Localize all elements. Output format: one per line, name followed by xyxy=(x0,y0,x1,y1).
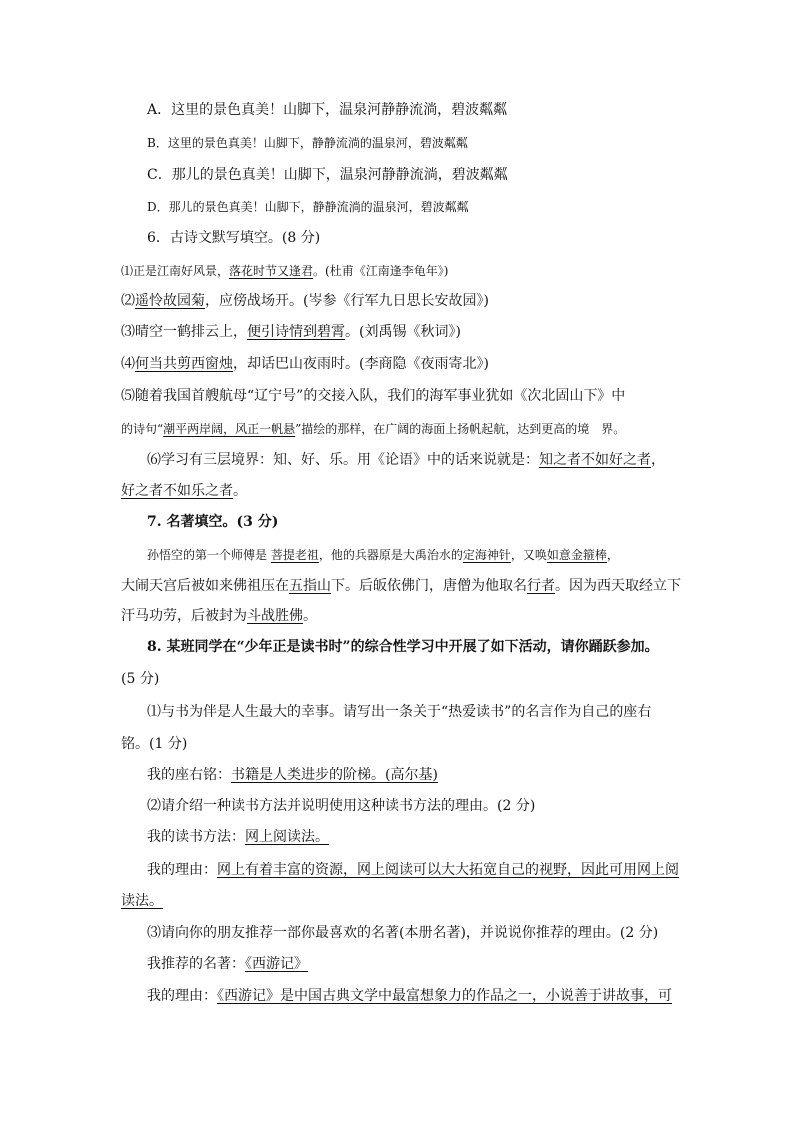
q7-l1-e: ，又唤 xyxy=(510,548,547,562)
q6-item-1-answer: 落花时节又逢君 xyxy=(229,264,314,278)
q7-line-2 xyxy=(121,577,681,595)
q8-book-answer: 《西游记》 xyxy=(245,956,308,972)
q6-item-5-line-1: ⑸随着我国首艘航母“辽宁号”的交接入队，我们的海军事业犹如《次北固山下》中 xyxy=(121,388,626,404)
q6-item-5-line-2 xyxy=(121,420,625,438)
q6-item-2-pre: ⑵ xyxy=(121,293,135,309)
q8-reason-answer-1: 网上有着丰富的资源，网上阅读可以大大拓宽自己的视野，因此可用网上阅 xyxy=(217,862,679,878)
q7-line-3 xyxy=(121,607,317,625)
q7-answer-weapon: 定海神针 xyxy=(462,548,511,562)
q6-item-2-answer: 遥怜故园菊 xyxy=(135,293,205,309)
q7-answer-mountain: 五指山 xyxy=(289,578,331,594)
q7-l1-c: ，他的兵器原是大禹治水的 xyxy=(318,548,463,562)
q8-reason-line-2 xyxy=(121,892,163,910)
q8-method-answer: 网上阅读法。 xyxy=(245,829,329,845)
q6-item-2 xyxy=(121,292,489,310)
q8-book-label: 我推荐的名著： xyxy=(147,956,245,972)
option-b: B．这里的景色真美！山脚下，静静流淌的温泉河，碧波粼粼 xyxy=(147,136,468,150)
q6-item-6-mid: ， xyxy=(651,452,665,468)
q8-motto-answer: 书籍是人类进步的阶梯。(高尔基) xyxy=(231,767,438,783)
q6-item-4-pre: ⑷ xyxy=(121,356,135,372)
q8-sub1-line-2: 铭。(1 分) xyxy=(121,736,188,752)
q6-item-3 xyxy=(121,323,461,341)
q8-reason3 xyxy=(147,987,672,1005)
q6-item-6-post: 。 xyxy=(233,483,247,499)
q7-l2-e: 。因为西天取经立下 xyxy=(555,578,681,594)
q7-l1-g: ， xyxy=(606,548,619,562)
q6-item-1 xyxy=(121,262,448,280)
q8-motto xyxy=(147,766,438,784)
q7-answer-weapon-name: 如意金箍棒 xyxy=(546,548,607,562)
option-a: A．这里的景色真美！山脚下，温泉河静静流淌，碧波粼粼 xyxy=(147,102,508,118)
q7-l3-c: 。 xyxy=(303,608,317,624)
q7-l3-a: 汗马功劳，后被封为 xyxy=(121,608,247,624)
q6-item-3-pre: ⑶晴空一鹤排云上， xyxy=(121,324,247,340)
q7-title: 7. 名著填空。(3 分) xyxy=(147,514,279,530)
option-c: C．那儿的景色真美！山脚下，温泉河静静流淌，碧波粼粼 xyxy=(147,167,508,183)
q6-item-5-post: ”描绘的那样，在广阔的海面上扬帆起航，达到更高的境 界。 xyxy=(295,422,626,436)
q6-item-3-answer: 便引诗情到碧霄 xyxy=(247,324,345,340)
q7-line-1 xyxy=(147,546,619,564)
q8-reason3-answer: 《西游记》是中国古典文学中最富想象力的作品之一，小说善于讲故事，可 xyxy=(217,988,672,1004)
q8-reason-answer-2: 读法。 xyxy=(121,893,163,909)
option-d: D．那儿的景色真美！山脚下，静静流淌的温泉河，碧波粼粼 xyxy=(147,200,469,214)
q6-item-6-line-1 xyxy=(147,451,665,469)
q7-answer-title: 斗战胜佛 xyxy=(247,608,303,624)
q8-reason-label: 我的理由： xyxy=(147,862,217,878)
q6-item-4-answer: 何当共剪西窗烛 xyxy=(135,356,233,372)
q8-method xyxy=(147,828,329,846)
q8-method-label: 我的读书方法： xyxy=(147,829,245,845)
q7-l1-a: 孙悟空的第一个师傅是 xyxy=(147,548,271,562)
q7-answer-master: 菩提老祖 xyxy=(270,548,319,562)
q6-item-1-post: 。(杜甫《江南逢李龟年》) xyxy=(313,264,449,278)
q8-score: (5 分) xyxy=(121,671,160,687)
q6-item-6-pre: ⑹学习有三层境界：知、好、乐。用《论语》中的话来说就是： xyxy=(147,452,539,468)
q8-sub3-question: ⑶请向你的朋友推荐一部你最喜欢的名著(本册名著)，并说说你推荐的理由。(2 分) xyxy=(147,925,659,941)
q6-item-6-answer-1: 知之者不如好之者 xyxy=(539,452,651,468)
q6-item-5-pre: 的诗句“ xyxy=(121,422,164,436)
q6-item-3-post: 。(刘禹锡《秋词》) xyxy=(345,324,461,340)
q7-answer-name: 行者 xyxy=(527,578,555,594)
q6-item-4-post: ，却话巴山夜雨时。(李商隐《夜雨寄北》) xyxy=(233,356,489,372)
q8-sub2-question: ⑵请介绍一种读书方法并说明使用这种读书方法的理由。(2 分) xyxy=(147,798,536,814)
q8-title: 8. 某班同学在“少年正是读书时”的综合性学习中开展了如下活动，请你踊跃参加。 xyxy=(147,639,659,655)
q6-title: 6．古诗文默写填空。(8 分) xyxy=(147,230,321,246)
q8-book xyxy=(147,955,308,973)
q8-reason3-label: 我的理由： xyxy=(147,988,217,1004)
q8-reason-line-1 xyxy=(147,861,679,879)
q6-item-6-line-2 xyxy=(121,482,247,500)
q6-item-4 xyxy=(121,355,489,373)
q7-l2-a: 大闹天宫后被如来佛祖压在 xyxy=(121,578,289,594)
q7-l2-c: 下。后皈依佛门，唐僧为他取名 xyxy=(331,578,527,594)
q8-sub1-line-1: ⑴与书为伴是人生最大的幸事。请写出一条关于“热爱读书”的名言作为自己的座右 xyxy=(147,704,652,720)
q6-item-1-pre: ⑴正是江南好风景， xyxy=(121,264,230,278)
q8-motto-label: 我的座右铭： xyxy=(147,767,231,783)
q6-item-6-answer-2: 好之者不如乐之者 xyxy=(121,483,233,499)
q6-item-2-post: ，应傍战场开。(岑参《行军九日思长安故园》) xyxy=(205,293,489,309)
q6-item-5-answer: 潮平两岸阔，风正一帆悬 xyxy=(163,422,296,436)
